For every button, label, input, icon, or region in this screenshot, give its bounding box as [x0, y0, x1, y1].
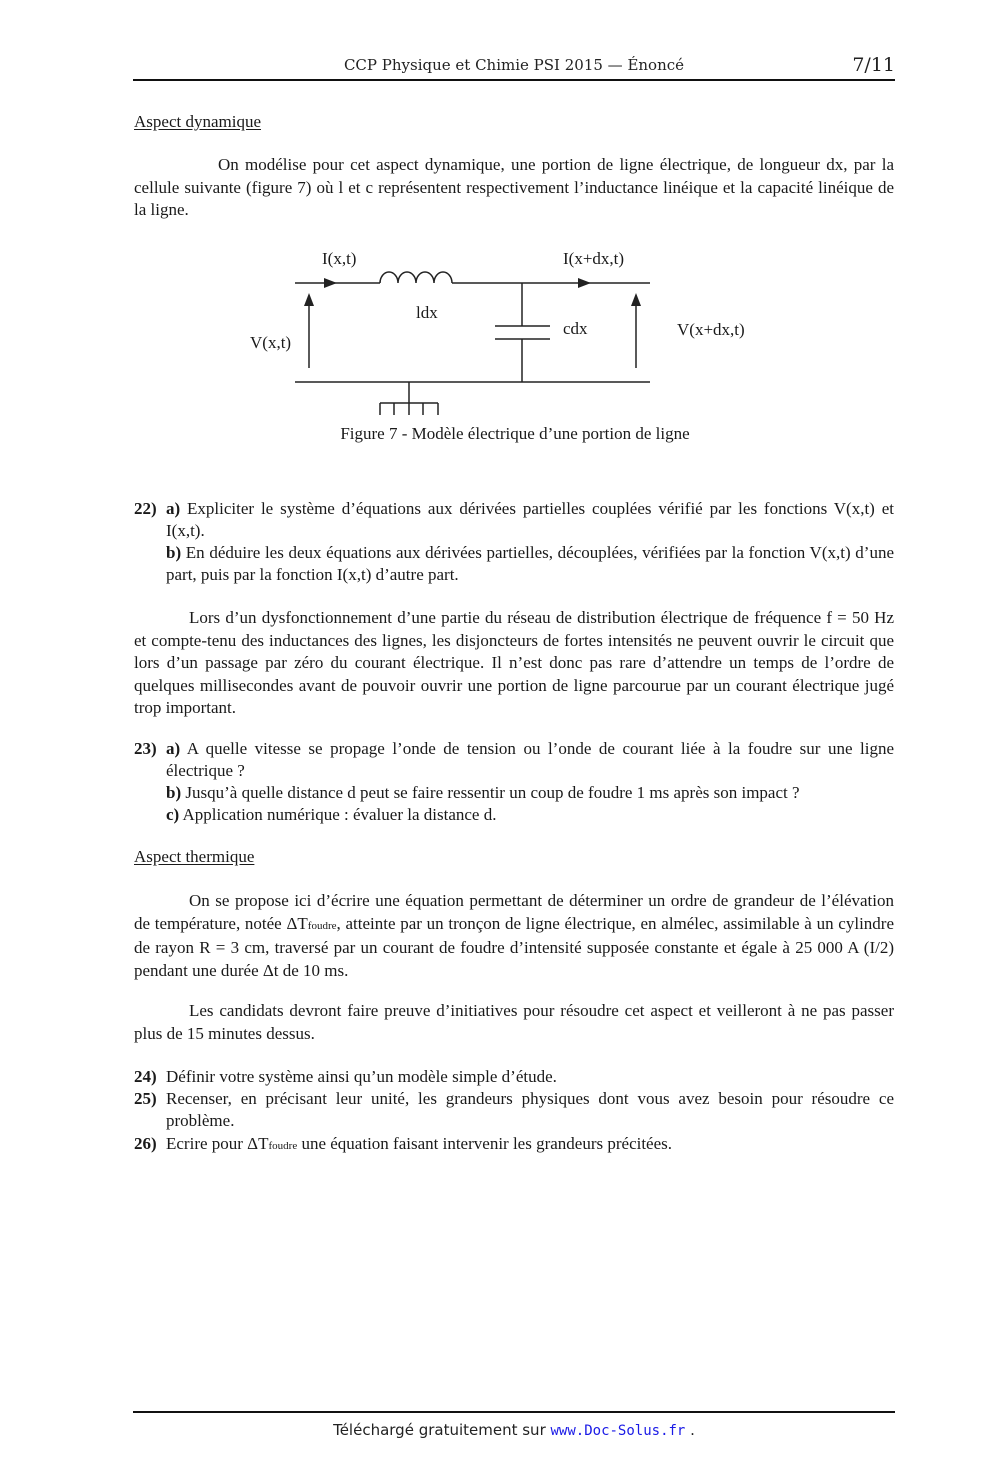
subscript: foudre — [268, 1140, 298, 1152]
part-text: Jusqu’à quelle distance d peut se faire ressentir un coup de foudre 1 ms après son impact ? — [181, 783, 800, 802]
inductor-symbol — [380, 272, 452, 283]
question-23 — [134, 738, 894, 826]
header-title: CCP Physique et Chimie PSI 2015 — Énoncé — [343, 56, 685, 74]
voltage-arrowhead-right-icon — [631, 293, 641, 306]
footer-text: Téléchargé gratuitement sur — [333, 1421, 551, 1439]
question-24 — [134, 1066, 894, 1088]
page-header — [133, 54, 895, 80]
current-arrow-left-icon — [324, 278, 337, 288]
question-text — [166, 1133, 894, 1157]
question-number: 25) — [134, 1089, 157, 1108]
figure-caption: Figure 7 - Modèle électrique d’une portion de ligne — [340, 424, 690, 443]
thermal-text: On se propose ici d’écrire une équation permettant de déterminer un ordre de grandeur de l’élévation de température, notée ΔT — [134, 891, 894, 933]
section-title-thermal: Aspect thermique — [134, 847, 255, 866]
label-inductor: ldx — [416, 303, 438, 322]
question-number: 26) — [134, 1134, 157, 1153]
doc-solus-link[interactable]: www.Doc-Solus.fr — [550, 1423, 686, 1439]
question-25 — [134, 1088, 894, 1132]
page-footer — [133, 1421, 895, 1439]
footer-suffix: . — [685, 1421, 695, 1439]
subscript: foudre — [307, 919, 337, 932]
footer-divider — [133, 1411, 895, 1413]
label-voltage-out: V(x+dx,t) — [677, 320, 745, 339]
current-arrow-right-icon — [578, 278, 591, 288]
part-label: b) — [166, 783, 182, 802]
part-label: a) — [166, 499, 181, 518]
part-text: En déduire les deux équations aux dérivées partielles, découplées, vérifiées par la fonction V(x,t) d’une part, puis par la fonction I(x,t) d’autre part. — [166, 543, 894, 584]
question-text: Recenser, en précisant leur unité, les grandeurs physiques dont vous avez besoin pour résoudre ce problème. — [166, 1089, 894, 1130]
header-divider — [133, 79, 895, 81]
question-22a — [166, 498, 894, 542]
part-text: A quelle vitesse se propage l’onde de tension ou l’onde de courant liée à la foudre sur une ligne électrique ? — [166, 739, 894, 780]
page-number: 7/11 — [852, 54, 895, 76]
question-23a — [166, 738, 894, 782]
part-text: Application numérique : évaluer la distance d. — [179, 805, 497, 824]
question-text: Définir votre système ainsi qu’un modèle simple d’étude. — [166, 1067, 557, 1086]
question-26 — [134, 1133, 894, 1157]
label-capacitor: cdx — [563, 319, 588, 338]
question-23b — [166, 782, 894, 804]
circuit-figure — [240, 240, 760, 420]
thermal-paragraph — [134, 890, 894, 982]
question-22 — [134, 498, 894, 586]
section-title-dynamic: Aspect dynamique — [134, 112, 261, 131]
text-part: Ecrire pour ΔT — [166, 1134, 269, 1153]
label-current-in: I(x,t) — [322, 249, 357, 268]
part-text: Expliciter le système d’équations aux dérivées partielles couplées vérifié par les fonctions V(x,t) et I(x,t). — [166, 499, 894, 540]
question-number: 22) — [134, 499, 157, 518]
intro-paragraph: On modélise pour cet aspect dynamique, une portion de ligne électrique, de longueur dx, par la cellule suivante (figure 7) où l et c représentent respectivement l’inductance linéique et la capacité linéique de la ligne. — [134, 155, 894, 219]
question-22b — [166, 542, 894, 586]
text-part: une équation faisant intervenir les grandeurs précitées. — [297, 1134, 673, 1153]
thermal-text: , atteinte par un tronçon de ligne électrique, en almélec, assimilable à un cylindre de rayon R = 3 cm, traversé par un courant de foudre d’intensité supposée constante et égale à 25 000 A (I/2) pendant une durée Δt de 10 ms. — [134, 913, 894, 980]
label-voltage-in: V(x,t) — [250, 333, 292, 352]
question-number: 24) — [134, 1067, 157, 1086]
part-label: c) — [166, 805, 180, 824]
question-number: 23) — [134, 739, 157, 758]
label-current-out: I(x+dx,t) — [563, 249, 625, 268]
part-label: a) — [166, 739, 181, 758]
candidates-paragraph: Les candidats devront faire preuve d’initiatives pour résoudre cet aspect et veilleront à ne pas passer plus de 15 minutes dessus. — [134, 1001, 894, 1043]
question-23c — [166, 804, 894, 826]
voltage-arrowhead-left-icon — [304, 293, 314, 306]
dysfunction-paragraph: Lors d’un dysfonctionnement d’une partie du réseau de distribution électrique de fréquence f = 50 Hz et compte-tenu des inductances des lignes, les disjoncteurs de fortes intensités ne peuvent ouvrir le circuit que lors d’un passage par zéro du courant électrique. Il n’est donc pas rare d’attendre un temps de l’ordre de quelques millisecondes avant de pouvoir ouvrir une portion de ligne parcourue par un courant électrique jugé trop important. — [134, 608, 894, 717]
part-label: b) — [166, 543, 182, 562]
